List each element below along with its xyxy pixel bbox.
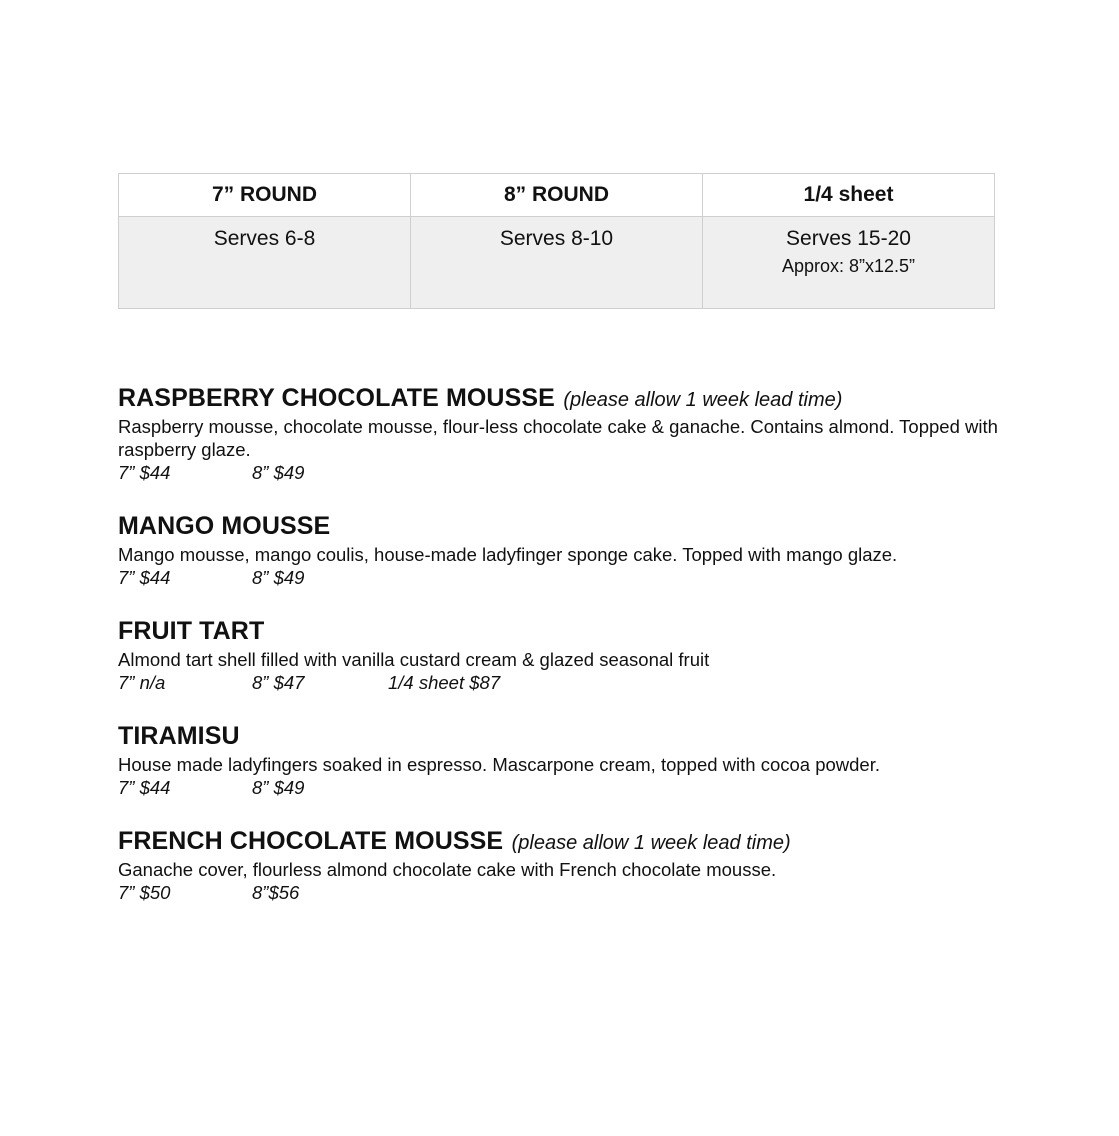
price-row	[118, 881, 998, 905]
item-title-row	[118, 383, 998, 417]
size-header-row	[119, 174, 995, 217]
cake-menu	[118, 383, 998, 931]
price-7-round: 7” $44	[118, 462, 171, 483]
price-7-round: 7” $44	[118, 567, 171, 588]
item-description: Ganache cover, flourless almond chocolate cake with French chocolate mousse.	[118, 859, 777, 880]
item-name: FRUIT TART	[118, 617, 265, 645]
item-title-row	[118, 616, 998, 650]
serves-cell-8-round	[411, 217, 703, 309]
item-name: MANGO MOUSSE	[118, 512, 331, 540]
item-description: Almond tart shell filled with vanilla custard cream & glazed seasonal fruit	[118, 649, 710, 670]
item-description: House made ladyfingers soaked in espresso. Mascarpone cream, topped with cocoa powder.	[118, 754, 881, 775]
serves-cell-quarter-sheet	[703, 217, 995, 309]
price-8-round: 8” $49	[252, 567, 305, 588]
price-quarter-sheet: 1/4 sheet $87	[388, 672, 501, 693]
item-title-row	[118, 511, 998, 545]
item-title-row	[118, 826, 998, 860]
lead-time-note: (please allow 1 week lead time)	[563, 389, 843, 411]
lead-time-note: (please allow 1 week lead time)	[511, 832, 791, 854]
serves-cell-7-round	[119, 217, 411, 309]
menu-item-french-chocolate-mousse	[118, 826, 998, 905]
size-serving-table	[118, 173, 995, 309]
item-description: Raspberry mousse, chocolate mousse, flour-less chocolate cake & ganache. Contains almond. Topped with raspberry glaze.	[118, 416, 998, 460]
menu-item-fruit-tart	[118, 616, 998, 695]
price-8-round: 8”$56	[252, 882, 300, 903]
price-row	[118, 566, 998, 590]
price-8-round: 8” $49	[252, 462, 305, 483]
item-name: FRENCH CHOCOLATE MOUSSE	[118, 827, 504, 855]
menu-item-raspberry-chocolate-mousse	[118, 383, 998, 485]
menu-item-mango-mousse	[118, 511, 998, 590]
price-row	[118, 671, 998, 695]
serves-text: Serves 8-10	[499, 227, 614, 250]
item-name: RASPBERRY CHOCOLATE MOUSSE	[118, 384, 555, 412]
serves-text: Serves 15-20	[786, 227, 911, 250]
price-row	[118, 776, 998, 800]
item-description: Mango mousse, mango coulis, house-made ladyfinger sponge cake. Topped with mango glaze.	[118, 544, 898, 565]
serves-row	[119, 217, 995, 309]
sheet-approx-size: Approx: 8”x12.5”	[781, 256, 916, 276]
size-header-8-round: 8” ROUND	[411, 174, 703, 217]
price-7-round: 7” $44	[118, 777, 171, 798]
price-8-round: 8” $49	[252, 777, 305, 798]
price-7-round: 7” n/a	[118, 672, 166, 693]
price-8-round: 8” $47	[252, 672, 305, 693]
serves-text: Serves 6-8	[213, 227, 316, 250]
item-title-row	[118, 721, 998, 755]
menu-item-tiramisu	[118, 721, 998, 800]
price-7-round: 7” $50	[118, 882, 171, 903]
size-header-7-round: 7” ROUND	[119, 174, 411, 217]
size-header-quarter-sheet: 1/4 sheet	[703, 174, 995, 217]
price-row	[118, 461, 998, 485]
item-name: TIRAMISU	[118, 722, 240, 750]
